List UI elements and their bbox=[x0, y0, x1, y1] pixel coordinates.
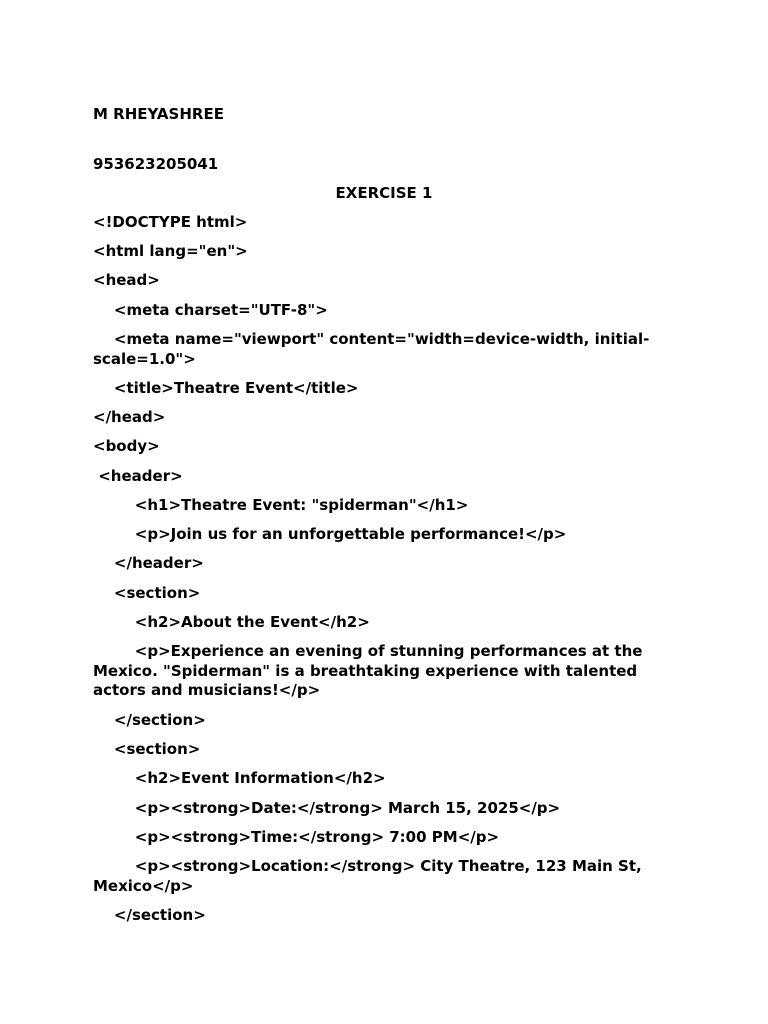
code-line: </header> bbox=[93, 554, 204, 572]
code-line: <p>Join us for an unforgettable performance!</p> bbox=[93, 525, 567, 543]
code-line: <p><strong>Location:</strong> City Theatre, 123 Main St, Mexico</p> bbox=[93, 857, 647, 895]
code-line: <body> bbox=[93, 437, 160, 455]
code-line: <p><strong>Date:</strong> March 15, 2025</p> bbox=[93, 799, 561, 817]
code-line: <meta charset="UTF-8"> bbox=[93, 301, 328, 319]
code-line: <p>Experience an evening of stunning performances at the Mexico. "Spiderman" is a breathtaking experience with talented actors and musicians!</p> bbox=[93, 642, 648, 699]
code-line: <title>Theatre Event</title> bbox=[93, 379, 359, 397]
student-id: 953623205041 bbox=[93, 155, 219, 173]
code-line: </head> bbox=[93, 408, 166, 426]
document-page bbox=[93, 0, 683, 1024]
author-name: M RHEYASHREE bbox=[93, 105, 224, 123]
code-line: <!DOCTYPE html> bbox=[93, 213, 248, 231]
code-line: <p><strong>Time:</strong> 7:00 PM</p> bbox=[93, 828, 500, 846]
code-line: <section> bbox=[93, 740, 201, 758]
code-line: </section> bbox=[93, 711, 206, 729]
code-line: <head> bbox=[93, 271, 160, 289]
code-line: <h1>Theatre Event: "spiderman"</h1> bbox=[93, 496, 469, 514]
code-line: <meta name="viewport" content="width=device-width, initial-scale=1.0"> bbox=[93, 330, 650, 368]
code-line: <section> bbox=[93, 584, 201, 602]
code-line: <html lang="en"> bbox=[93, 242, 248, 260]
code-line: <header> bbox=[93, 467, 183, 485]
code-line: <h2>Event Information</h2> bbox=[93, 769, 386, 787]
exercise-title: EXERCISE 1 bbox=[335, 184, 433, 202]
code-line: <h2>About the Event</h2> bbox=[93, 613, 370, 631]
code-line: </section> bbox=[93, 906, 206, 924]
